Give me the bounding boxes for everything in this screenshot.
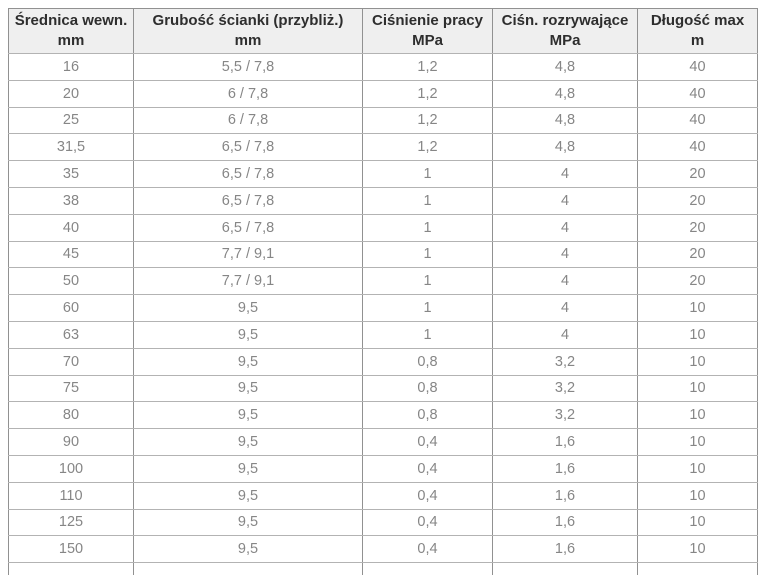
table-cell: 9,5	[134, 375, 363, 402]
table-row	[9, 348, 758, 375]
table-cell: 6,5 / 7,8	[134, 134, 363, 161]
table-cell: 40	[9, 214, 134, 241]
table-cell: 9,5	[134, 536, 363, 563]
table-cell: 7,7 / 9,1	[134, 268, 363, 295]
table-cell: 63	[9, 321, 134, 348]
table-row	[9, 214, 758, 241]
table-cell: 9,5	[134, 455, 363, 482]
table-cell: 16	[9, 54, 134, 81]
column-unit: MPa	[412, 32, 443, 49]
column-header-inner-diameter	[9, 9, 134, 54]
table-cell: 3,2	[493, 348, 638, 375]
column-title: Długość max	[650, 12, 745, 29]
table-cell: 0,8	[363, 375, 493, 402]
column-unit: mm	[57, 32, 85, 49]
table-row	[9, 187, 758, 214]
table-cell: 1	[363, 187, 493, 214]
table-row	[9, 375, 758, 402]
table-cell: 4	[493, 321, 638, 348]
table-cell: 9,5	[134, 509, 363, 536]
table-cell: 10	[638, 482, 758, 509]
table-cell: 20	[638, 214, 758, 241]
table-cell: 4,8	[493, 80, 638, 107]
table-row	[9, 107, 758, 134]
table-cell: 6,5 / 7,8	[134, 187, 363, 214]
table-cell: 40	[638, 134, 758, 161]
table-cell	[9, 563, 134, 575]
table-cell: 0,8	[363, 348, 493, 375]
table-cell: 5,5 / 7,8	[134, 54, 363, 81]
column-title: Średnica wewn.	[14, 12, 128, 29]
table-cell: 70	[9, 348, 134, 375]
table-cell: 10	[638, 429, 758, 456]
column-unit: MPa	[549, 32, 581, 49]
table-cell: 4	[493, 214, 638, 241]
table-cell: 0,4	[363, 429, 493, 456]
table-cell: 4	[493, 187, 638, 214]
table-cell: 3,2	[493, 375, 638, 402]
table-row	[9, 402, 758, 429]
table-cell: 35	[9, 161, 134, 188]
table-cell: 4,8	[493, 107, 638, 134]
column-title: Grubość ścianki (przybliż.)	[152, 12, 344, 29]
table-cell: 40	[638, 54, 758, 81]
table-cell: 4,8	[493, 134, 638, 161]
table-cell: 20	[638, 161, 758, 188]
table-row	[9, 429, 758, 456]
table-cell: 1	[363, 214, 493, 241]
table-cell: 10	[638, 455, 758, 482]
table-cell	[638, 563, 758, 575]
table-cell: 3,2	[493, 402, 638, 429]
table-cell: 7,7 / 9,1	[134, 241, 363, 268]
table-cell: 4	[493, 161, 638, 188]
table-cell: 60	[9, 295, 134, 322]
table-cell: 9,5	[134, 295, 363, 322]
table-cell: 6 / 7,8	[134, 80, 363, 107]
table-cell: 9,5	[134, 402, 363, 429]
table-cell: 10	[638, 509, 758, 536]
table-cell: 20	[638, 268, 758, 295]
table-cell: 4	[493, 268, 638, 295]
table-cell	[363, 563, 493, 575]
table-cell: 1,6	[493, 429, 638, 456]
table-cell: 0,4	[363, 509, 493, 536]
column-unit: m	[690, 32, 705, 49]
table-row	[9, 268, 758, 295]
column-unit: mm	[234, 32, 262, 49]
table-cell: 9,5	[134, 348, 363, 375]
table-cell: 1	[363, 321, 493, 348]
column-header-burst-pressure	[493, 9, 638, 54]
table-cell: 10	[638, 295, 758, 322]
table-header	[9, 9, 758, 54]
table-cell: 31,5	[9, 134, 134, 161]
column-title: Ciśn. rozrywające	[501, 12, 629, 29]
table-cell: 6 / 7,8	[134, 107, 363, 134]
table-cell: 100	[9, 455, 134, 482]
table-cell: 1	[363, 268, 493, 295]
table-row	[9, 509, 758, 536]
table-cell: 0,4	[363, 536, 493, 563]
table-row	[9, 321, 758, 348]
table-row	[9, 455, 758, 482]
table-cell: 1,2	[363, 54, 493, 81]
table-cell: 0,8	[363, 402, 493, 429]
table-cell	[493, 563, 638, 575]
table-row	[9, 54, 758, 81]
table-cell: 125	[9, 509, 134, 536]
table-cell: 1,6	[493, 536, 638, 563]
table-cell: 6,5 / 7,8	[134, 214, 363, 241]
table-row	[9, 295, 758, 322]
table-cell: 10	[638, 536, 758, 563]
table-cell: 9,5	[134, 321, 363, 348]
table-cell: 4	[493, 295, 638, 322]
table-cell: 1	[363, 295, 493, 322]
table-cell: 1,2	[363, 134, 493, 161]
table-cell: 10	[638, 402, 758, 429]
header-row	[9, 9, 758, 54]
table-cell: 1,2	[363, 107, 493, 134]
table-cell: 9,5	[134, 429, 363, 456]
column-header-max-length	[638, 9, 758, 54]
table-row	[9, 536, 758, 563]
table-cell: 1,6	[493, 509, 638, 536]
table-cell: 1,2	[363, 80, 493, 107]
table-cell: 1,6	[493, 482, 638, 509]
table-cell: 0,4	[363, 455, 493, 482]
table-row	[9, 161, 758, 188]
table-cell: 6,5 / 7,8	[134, 161, 363, 188]
table-row	[9, 80, 758, 107]
table-cell: 10	[638, 348, 758, 375]
spec-table	[8, 8, 758, 575]
table-cell: 9,5	[134, 482, 363, 509]
table-cell: 40	[638, 107, 758, 134]
table-cell: 1	[363, 161, 493, 188]
column-title: Ciśnienie pracy	[372, 12, 483, 29]
table-cell: 1	[363, 241, 493, 268]
table-cell: 150	[9, 536, 134, 563]
table-cell: 20	[638, 241, 758, 268]
table-cell: 75	[9, 375, 134, 402]
table-cell: 40	[638, 80, 758, 107]
table-cell: 45	[9, 241, 134, 268]
table-cell: 20	[9, 80, 134, 107]
table-cell: 1,6	[493, 455, 638, 482]
table-cell: 50	[9, 268, 134, 295]
table-row	[9, 241, 758, 268]
table-row	[9, 134, 758, 161]
table-cell	[134, 563, 363, 575]
column-header-working-pressure	[363, 9, 493, 54]
table-cell: 25	[9, 107, 134, 134]
table-row-partial	[9, 563, 758, 575]
table-cell: 38	[9, 187, 134, 214]
table-cell: 10	[638, 375, 758, 402]
table-row	[9, 482, 758, 509]
table-cell: 110	[9, 482, 134, 509]
table-cell: 4	[493, 241, 638, 268]
table-cell: 90	[9, 429, 134, 456]
table-cell: 20	[638, 187, 758, 214]
column-header-wall-thickness	[134, 9, 363, 54]
table-cell: 10	[638, 321, 758, 348]
table-cell: 0,4	[363, 482, 493, 509]
table-body	[9, 54, 758, 575]
table-cell: 4,8	[493, 54, 638, 81]
table-cell: 80	[9, 402, 134, 429]
